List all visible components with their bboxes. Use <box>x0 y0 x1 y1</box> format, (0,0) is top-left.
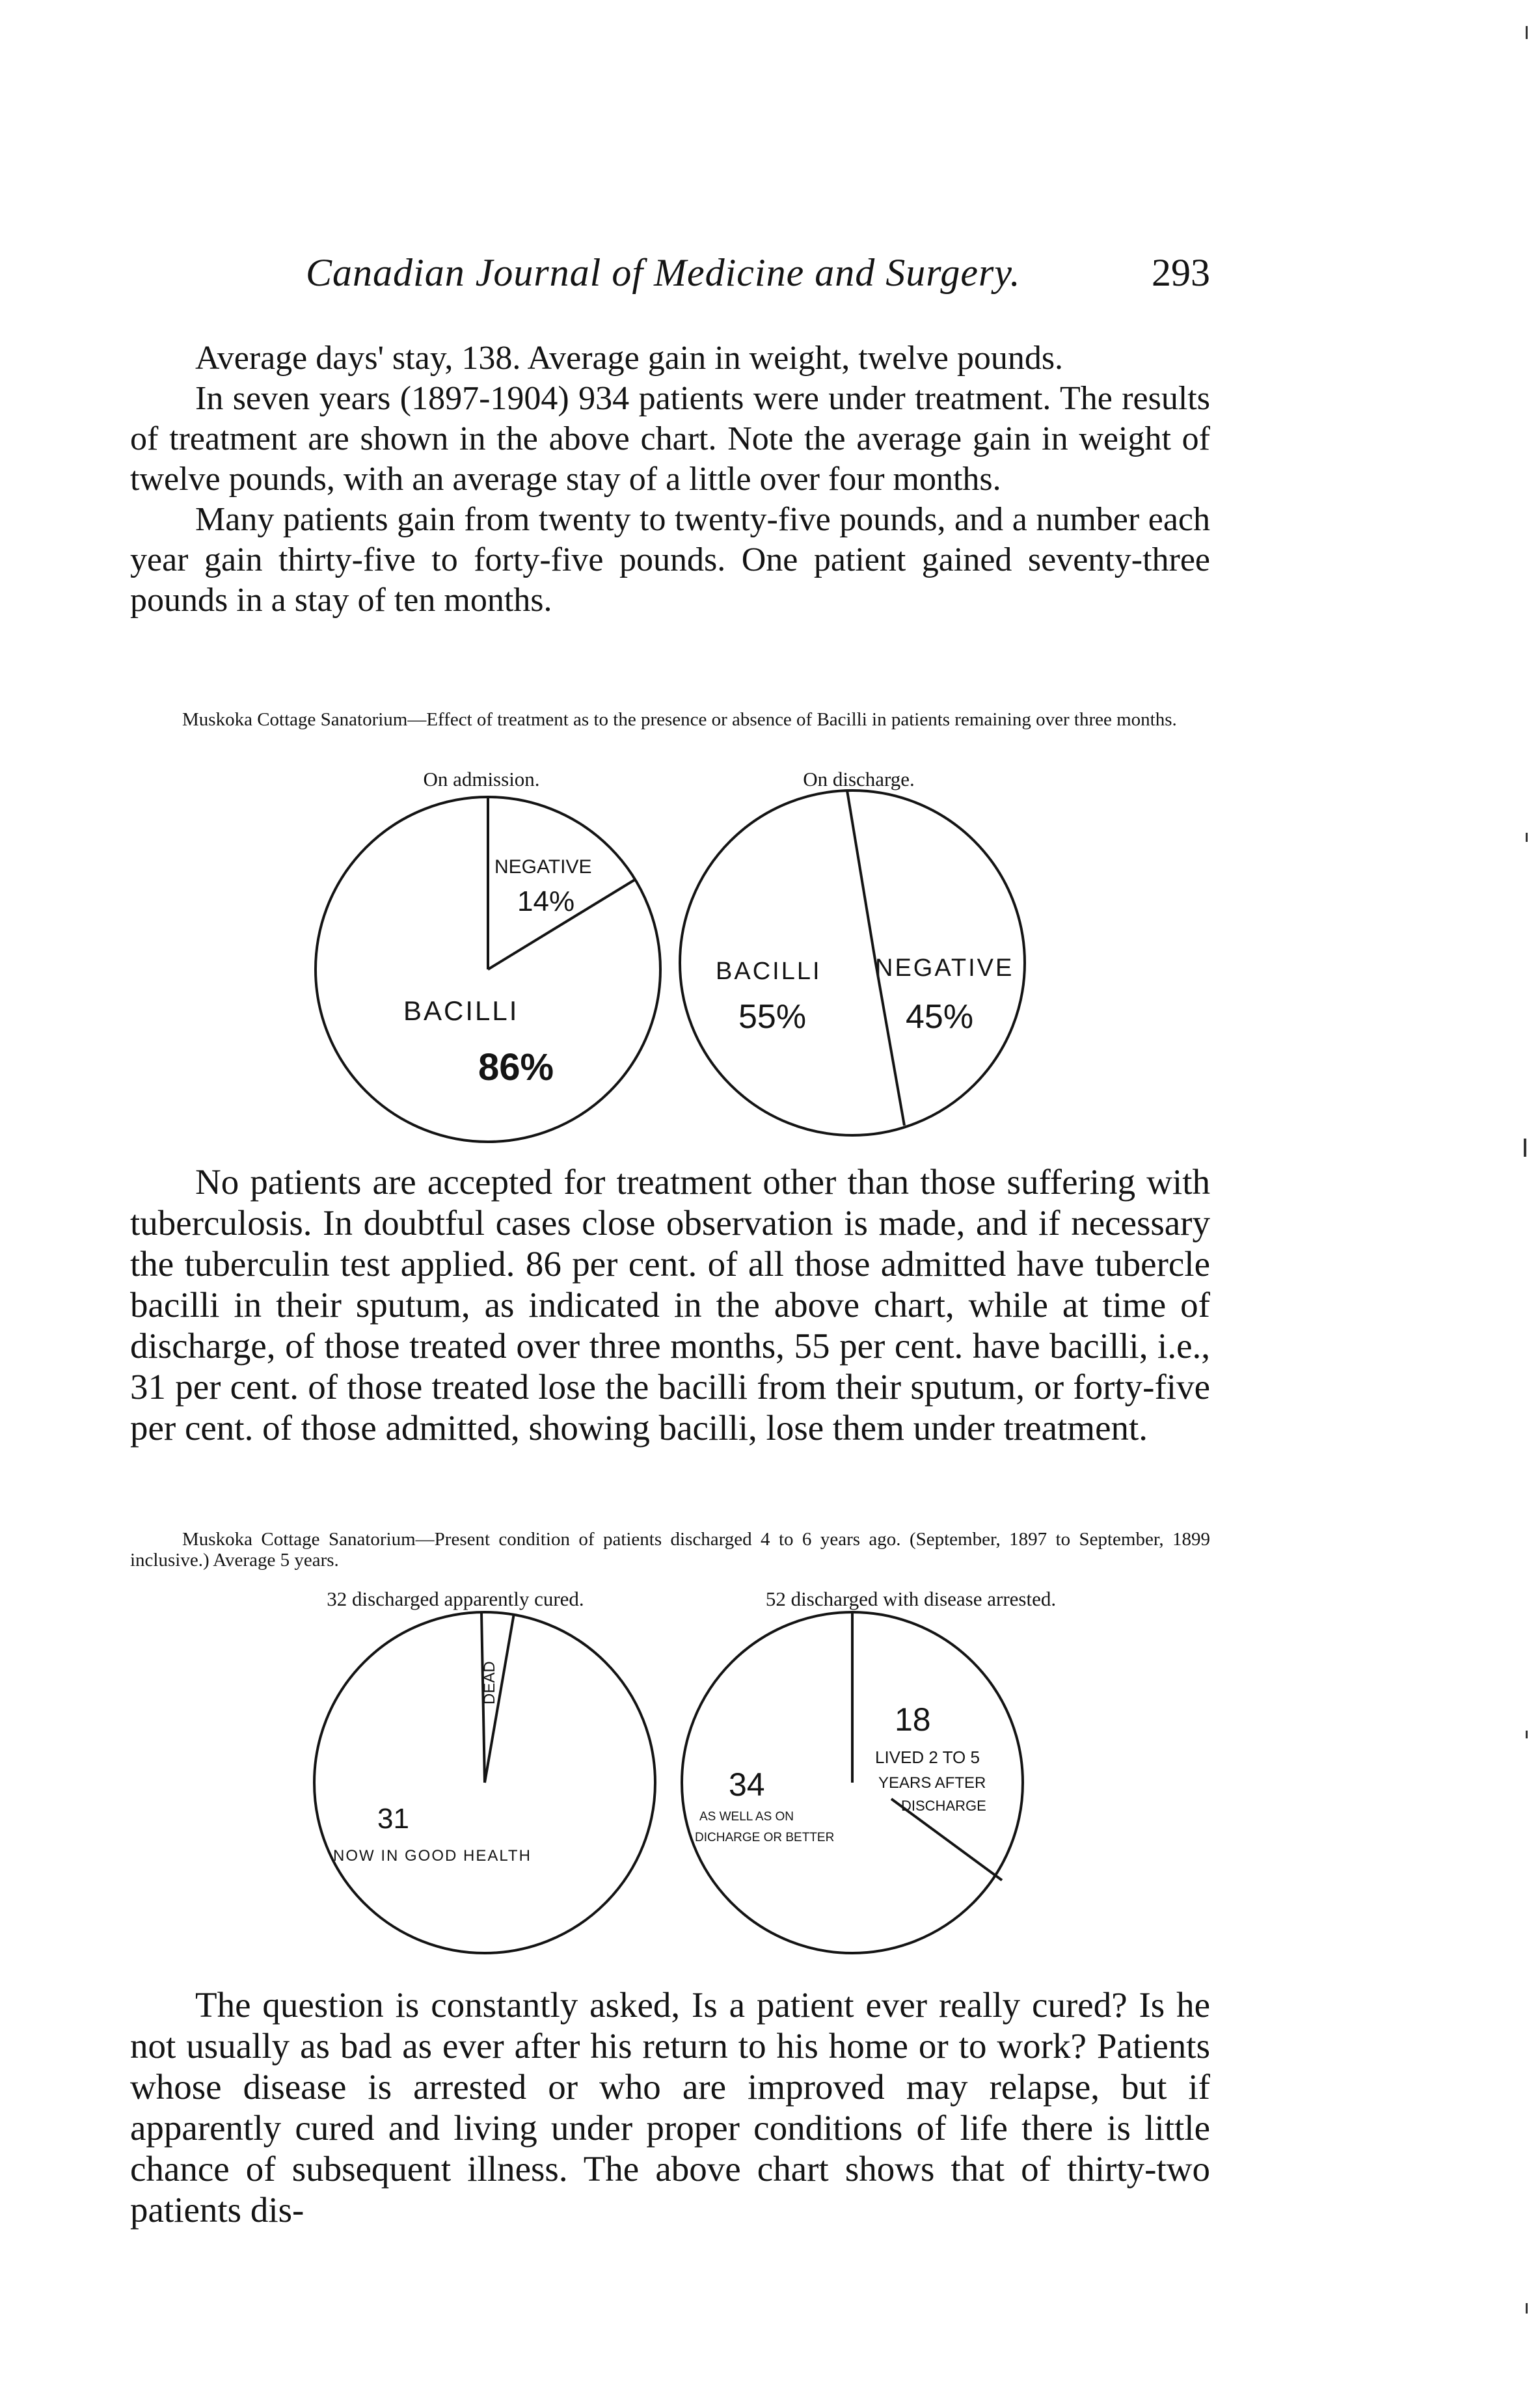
journal-title: Canadian Journal of Medicine and Surgery. <box>306 251 1021 294</box>
figure1-left-negative-label: NEGATIVE <box>494 856 592 878</box>
figure1-right-bacilli-value: 55% <box>738 998 807 1036</box>
paragraph-seven-years: In seven years (1897-1904) 934 patients were under treatment. The results of treatment are shown in the above chart. Note the average gain in weight of twelve pounds, with an average stay of a little over four months. <box>130 380 1210 498</box>
paragraph-tuberculosis-text: No patients are accepted for treatment other than those suffering with tuberculosis. In doubtful cases close observation is made, and if necessary the tuberculin test applied. 86 per cent. of all those admitted have tubercle bacilli in their sputum, as indicated in the above chart, while at time of discharge, of those treated over three months, 55 per cent. have bacilli, i.e., 31 per cent. of those treated lose the bacilli from their sputum, or forty-five per cent. of those admitted, showing bacilli, lose them under treatment. <box>130 1162 1210 1448</box>
paragraph-weight-gain: Many patients gain from twenty to twenty-five pounds, and a number each year gain thirty-five to forty-five pounds. One patient gained seventy-three pounds in a stay of ten months. <box>130 501 1210 619</box>
paragraph-average-stay: Average days' stay, 138. Average gain in weight, twelve pounds. <box>195 340 1064 377</box>
figure1-left-bacilli-value: 86% <box>478 1046 554 1088</box>
page-edge-marks <box>1514 0 1540 2402</box>
paragraph-tuberculosis <box>130 1161 1210 1448</box>
figure1-left-title: On admission. <box>423 768 540 790</box>
figure1-right-bacilli-label: BACILLI <box>716 958 822 985</box>
figure2-right-well-label-line2: DICHARGE OR BETTER <box>695 1831 835 1844</box>
figure2-left-dead-label: DEAD <box>481 1661 498 1705</box>
figure2-left-good-health-value: 31 <box>377 1803 409 1835</box>
figure1-right-negative-value: 45% <box>906 998 974 1036</box>
paragraph-question-text: The question is constantly asked, Is a patient ever really cured? Is he not usually as bad as ever after his return to his home or to work? Patients whose disease is arrested or who are improved may relapse, but if apparently cured and living under proper conditions of life there is little chance of subsequent illness. The above chart shows that of thirty-two patients dis- <box>130 1985 1210 2230</box>
figure2-right-lived-label-line2: YEARS AFTER <box>878 1774 986 1792</box>
figure1-left-negative-value: 14% <box>517 885 575 917</box>
page-number: 293 <box>1152 251 1210 294</box>
figure1-left-bacilli-label: BACILLI <box>403 995 519 1026</box>
figure2-right-title: 52 discharged with disease arrested. <box>765 1587 1057 1610</box>
figure1-right-title: On discharge. <box>803 768 915 790</box>
figure2-right-lived-value: 18 <box>895 1701 931 1738</box>
figure2-left-good-health-label: NOW IN GOOD HEALTH <box>333 1847 532 1865</box>
figure2-caption: Muskoka Cottage Sanatorium—Present condition of patients discharged 4 to 6 years ago. (September, 1897 to September, 1899 inclusive.) Average 5 years. <box>130 1529 1210 1571</box>
figure2-right-lived-label-line3: DISCHARGE <box>901 1798 986 1814</box>
paragraph-question <box>130 1984 1210 2230</box>
figure2-right-well-value: 34 <box>729 1766 765 1803</box>
figure1-right-divider-2 <box>875 960 904 1126</box>
figure2-right-lived-label-line1: LIVED 2 TO 5 <box>875 1748 980 1767</box>
figure1-right-divider-1 <box>847 790 875 960</box>
figure2-left-title: 32 discharged apparently cured. <box>327 1587 584 1610</box>
figure2-right-well-label-line1: AS WELL AS ON <box>699 1810 794 1824</box>
figure1-caption: Muskoka Cottage Sanatorium—Effect of treatment as to the presence or absence of Bacilli in patients remaining over three months. <box>182 709 1177 730</box>
figure1-right-negative-label: NEGATIVE <box>875 954 1014 982</box>
